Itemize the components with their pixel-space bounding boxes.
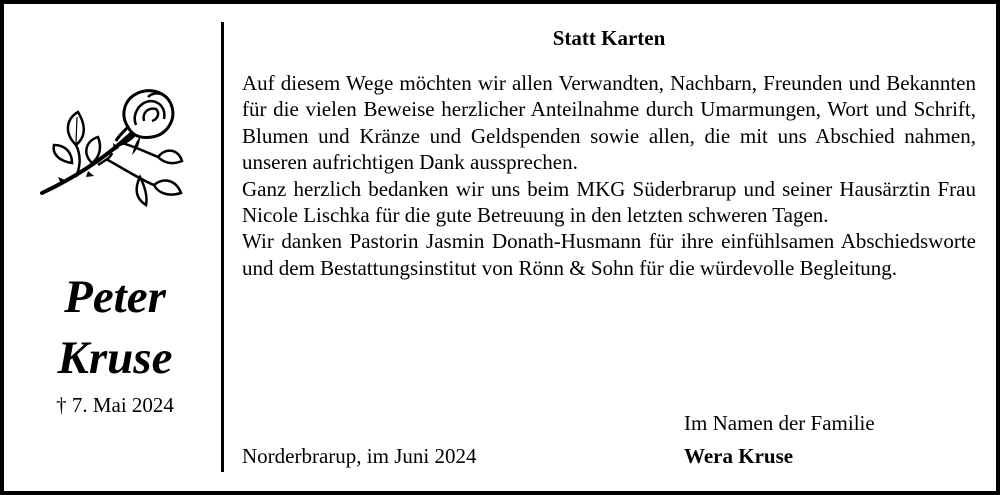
notice-heading: Statt Karten bbox=[552, 26, 666, 50]
column-divider bbox=[221, 22, 224, 472]
place-date: Norderbrarup, im Juni 2024 bbox=[242, 444, 477, 468]
thanks-paragraph: Auf diesem Wege möchten wir allen Verwandten, Nachbarn, Freunden und Bekannten für die vielen Beweise herzlicher Anteilnahme durch Umarmungen, Wort und Schrift, Blumen und Kränze und Geldspenden sowie allen, die mit uns Abschied nahmen, unseren aufrichtigen Dank aussprechen. bbox=[242, 71, 976, 175]
thanks-paragraph: Ganz herzlich bedanken wir uns beim MKG Süderbrarup und seiner Hausärztin Frau Nicole Lischka für die gute Betreuung in den letzten schweren Tagen. bbox=[242, 176, 976, 228]
death-date: † 7. Mai 2024 bbox=[56, 393, 174, 417]
deceased-first-name: Peter bbox=[64, 271, 166, 323]
signer-name: Wera Kruse bbox=[684, 444, 794, 468]
rose-icon bbox=[36, 85, 186, 220]
thanks-paragraph: Wir danken Pastorin Jasmin Donath-Husmann für ihre einfühlsamen Abschiedsworte und dem Bestattungsinstitut von Rönn & Sohn für die würdevolle Begleitung. bbox=[242, 229, 976, 280]
notice-body bbox=[242, 70, 976, 281]
deceased-last-name: Kruse bbox=[57, 332, 173, 384]
on-behalf-line: Im Namen der Familie bbox=[684, 411, 875, 435]
